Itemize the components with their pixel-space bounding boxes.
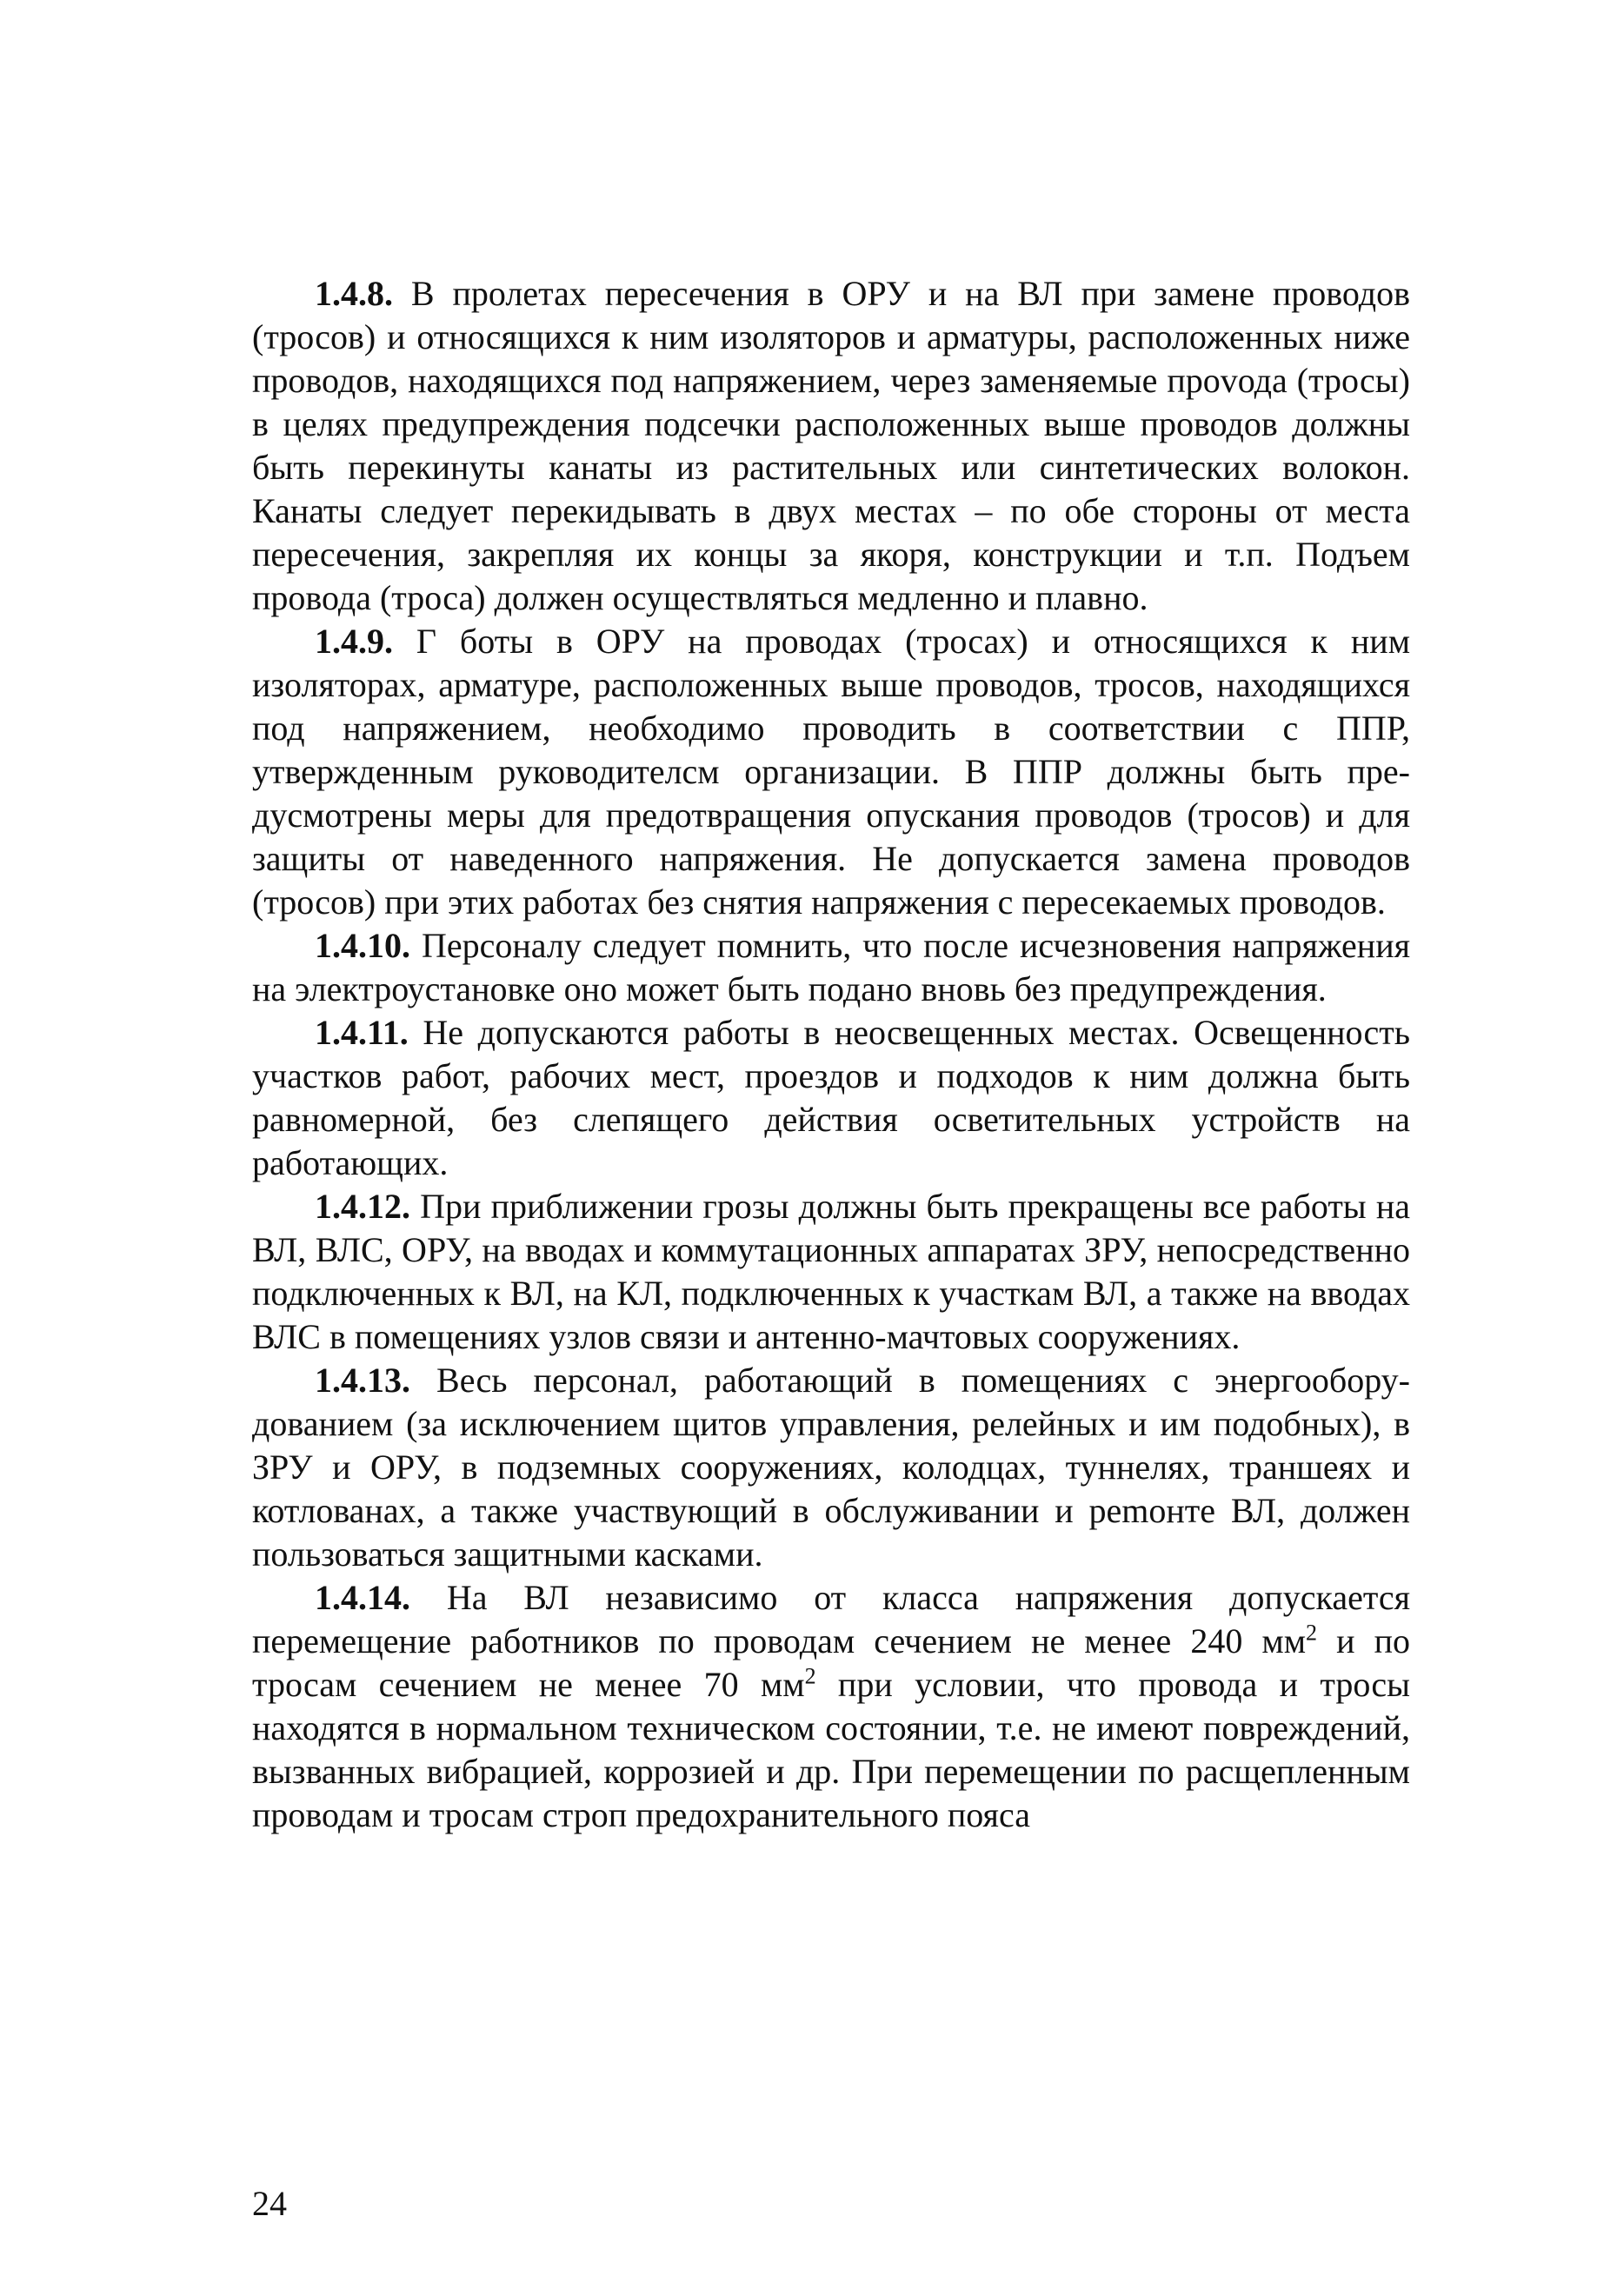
paragraph-text: В пролетах пересечения в ОРУ и на ВЛ при замене проводов (тросов) и относящихся к ним изоляторов и арматуры, расположенных ниже проводов, находящихся под напряжением, через заменяемые проvода (тросы) в целях предупреждения подсечки расположенных выше проводов должны быть перекинуты канаты из растительных или синтетических волокон. Канаты следует перекидывать в двух местах – по обе стороны от места пересечения, закрепляя их концы за якоря, конструкции и т.п. Подъем провода (троса) должен осуществляться медленно и плавно. [252, 274, 1410, 617]
paragraph-text: На ВЛ независимо от класса напряжения допускается перемещение работников по проводам сечением не менее 240 мм [252, 1578, 1410, 1660]
paragraph-number: 1.4.13. [315, 1361, 410, 1400]
paragraph-number: 1.4.8. [315, 274, 393, 313]
paragraph-1-4-13 [252, 1359, 1410, 1576]
paragraph-text: и по тросам сечением не менее 70 мм [252, 1621, 1411, 1704]
paragraph-number: 1.4.14. [315, 1578, 410, 1617]
paragraph-1-4-8 [252, 272, 1410, 620]
paragraph-1-4-9 [252, 620, 1410, 924]
paragraph-number: 1.4.9. [315, 622, 393, 661]
paragraph-1-4-11 [252, 1011, 1410, 1185]
paragraph-number: 1.4.10. [315, 926, 410, 965]
paragraph-text: При приближении грозы должны быть прекращены все работы на ВЛ, ВЛС, ОРУ, на вводах и коммутационных аппаратах ЗРУ, непосредственно подключенных к ВЛ, на КЛ, подключенных к участкам ВЛ, а также на вводах ВЛС в помещениях узлов связи и антенно-мачтовых сооружениях. [252, 1187, 1410, 1356]
paragraph-text: Персоналу следует помнить, что после исчезновения напряжения на электроустановке оно может быть подано вновь без предупреждения. [252, 926, 1410, 1008]
paragraph-text: Не допускаются работы в неосвещенных местах. Освещенность участков работ, рабочих мест, проездов и подходов к ним должна быть равномерной, без слепящего действия осветительных устройств на работающих. [252, 1013, 1410, 1182]
paragraph-number: 1.4.11. [315, 1013, 409, 1052]
superscript: 2 [804, 1663, 816, 1689]
superscript: 2 [1306, 1620, 1318, 1646]
paragraph-text: Весь персонал, работающий в помещениях с энергооборудованием (за исключением щитов управления, релейных и им подобных), в ЗРУ и ОРУ, в подземных сооружениях, колодцах, туннелях, траншеях и котлованах, а также участвующий в обслуживании и реmонте ВЛ, должен пользоваться защитными касками. [252, 1361, 1410, 1574]
body-text [252, 272, 1410, 1837]
paragraph-text: Г боты в ОРУ на проводах (тросах) и относящихся к ним изоляторах, арматуре, расположенных выше проводов, тросов, находящихся под напряжением, необходимо проводить в соответствии с ППР, утвержденным руководителсм организации. В ППР должны быть предусмотрены меры для предотвращения опускания проводов (тросов) и для защиты от наведенного напряжения. Не допускается замена проводов (тросов) при этих работах без снятия напряжения с пересекаемых проводов. [252, 622, 1410, 922]
paragraph-text: при условии, что провода и тросы находятся в нормальном техническом состоянии, т.е. не имеют повреждений, вызванных вибрацией, коррозией и др. При перемещении по расщепленным проводам и тросам строп предохранительного пояса [252, 1665, 1410, 1834]
paragraph-number: 1.4.12. [315, 1187, 410, 1226]
paragraph-1-4-14 [252, 1576, 1410, 1837]
paragraph-1-4-10 [252, 924, 1410, 1011]
paragraph-1-4-12 [252, 1185, 1410, 1359]
page-number: 24 [252, 2184, 287, 2223]
